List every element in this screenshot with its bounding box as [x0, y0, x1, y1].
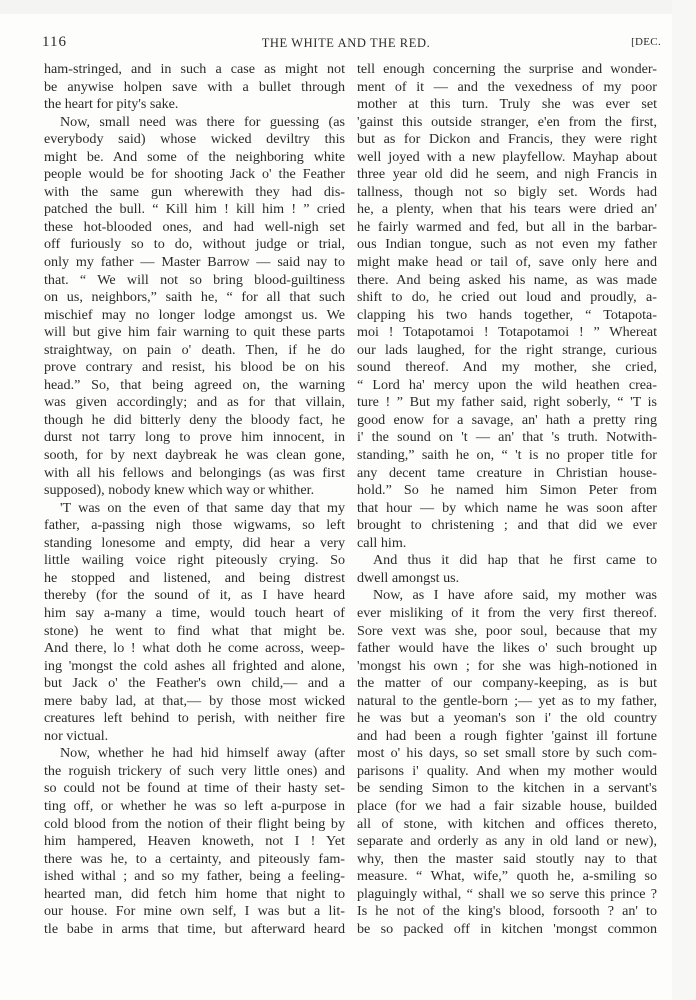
text-line: any decent tame creature in Christian house- — [357, 464, 657, 481]
text-line: little wailing voice right piteously crying. So — [44, 552, 345, 569]
text-line: he, a plenty, when that his tears were dried an' — [357, 201, 657, 218]
text-line: he was but a yeoman's son i' the old country — [357, 710, 657, 727]
issue-month: [DEC. — [631, 36, 661, 48]
text-line: be sending Simon to the kitchen in a servant's — [357, 780, 657, 797]
text-line: measure. “ What, wife,” quoth he, a-smiling so — [357, 868, 657, 885]
text-line: nor victual. — [44, 727, 109, 744]
text-line: Now, as I have afore said, my mother was — [373, 587, 657, 604]
text-line: And thus it did hap that he first came to — [373, 552, 657, 569]
text-line: shift to do, he cried out loud and proudly, a- — [357, 289, 657, 306]
text-line: hearted man, did fetch him home that night to — [44, 885, 345, 902]
text-line: ing 'mongst the cold ashes all frighted and alone, — [44, 657, 345, 674]
text-line: standing lonesome and empty, did hear a very — [44, 534, 345, 551]
text-line: why, then the master said stoutly nay to that — [357, 850, 657, 867]
text-line: be anywise holpen save with a bullet through — [44, 78, 345, 95]
text-line: he fairly warmed and fed, but all in the barbar- — [357, 218, 657, 235]
text-line: ment of it — and the vexedness of my poor — [357, 78, 657, 95]
text-line: mischief may no longer lodge amongst us. We — [44, 306, 345, 323]
text-line: separate and orderly as any in old land or new), — [357, 833, 657, 850]
running-head — [30, 34, 662, 54]
text-column-right — [357, 61, 657, 938]
text-line: sound thereof. And my mother, she cried, — [357, 359, 657, 376]
text-line: and had been a rough fighter 'gainst ill fortune — [357, 727, 657, 744]
text-line: be so packed off in kitchen 'mongst common — [357, 920, 657, 937]
text-line: most o' his days, so set small store by such com- — [357, 745, 657, 762]
text-line: moi ! Totapotamoi ! Totapotamoi ! ” Whereat — [357, 324, 657, 341]
text-line: him say a-many a time, would touch heart of — [44, 604, 345, 621]
text-line: patched the bull. “ Kill him ! kill him ! ” cried — [44, 201, 345, 218]
text-line: the heart for pity's sake. — [44, 96, 179, 113]
text-line: father, a-passing nigh those wigwams, so left — [44, 517, 345, 534]
text-line: him hampered, Heaven knoweth, not I ! Yet — [44, 833, 345, 850]
scan-right-edge — [672, 0, 696, 1000]
text-line: straightway, on pain o' death. Then, if he do — [44, 341, 345, 358]
text-line: the matter of our company-keeping, as is but — [357, 675, 657, 692]
text-line: call him. — [357, 534, 407, 551]
text-line: tallness, though not so bigly set. Words had — [357, 183, 657, 200]
text-line: all of stone, with kitchen and offices thereto, — [357, 815, 657, 832]
text-line: Sore vext was she, poor soul, because that my — [357, 622, 657, 639]
text-line: ished withal ; and so my father, being a feeling- — [44, 868, 345, 885]
text-line: our lads laughed, for the right strange, curious — [357, 341, 657, 358]
text-line: ting off, or whether he was so left a-purpose in — [44, 797, 345, 814]
text-line: ous Indian tongue, such as not even my father — [357, 236, 657, 253]
text-line: but Jack o' the Feather's own child,— and a — [44, 675, 345, 692]
text-line: tell enough concerning the surprise and wonder- — [357, 61, 657, 77]
text-line: that hour — by which name he was soon after — [357, 499, 657, 516]
text-line: plaguingly withal, “ shall we so serve this prince ? — [357, 885, 657, 902]
text-line: well joyed with a new playfellow. Mayhap about — [357, 148, 657, 165]
text-line: i' the sound on 't — an' that 's truth. Notwith- — [357, 429, 657, 446]
text-line: only my father — Master Barrow — said nay to — [44, 254, 345, 271]
text-line: And there, lo ! what doth he come across, weep- — [44, 640, 345, 657]
page-number: 116 — [42, 34, 67, 50]
text-line: though he did bitterly deny the bloody fact, he — [44, 411, 345, 428]
text-line: “ Lord ha' mercy upon the wild heathen crea- — [357, 376, 657, 393]
text-line: dwell amongst us. — [357, 569, 460, 586]
text-line: was given accordingly; and as for that villain, — [44, 394, 345, 411]
text-line: with all his fellows and belongings (as was first — [44, 464, 345, 481]
text-line: with the same gun wherewith they had dis- — [44, 183, 345, 200]
text-line: these hot-blooded ones, and had well-nigh set — [44, 218, 345, 235]
text-line: 'mongst his own ; for she was high-notioned in — [357, 657, 657, 674]
text-line: there was he, to a certainty, and piteously fam- — [44, 850, 345, 867]
text-line: creatures left behind to perish, with neither fire — [44, 710, 345, 727]
text-line: ever misliking of it from the very first thereof. — [357, 604, 657, 621]
text-line: cold blood from the notion of their flight being by — [44, 815, 345, 832]
text-line: ture ! ” But my father said, right soberly, “ 'T is — [357, 394, 657, 411]
text-line: parisons i' quality. And when my mother would — [357, 762, 657, 779]
text-line: might make head or tail of, save only here and — [357, 254, 657, 271]
text-line: mother at this turn. Truly she was ever set — [357, 96, 657, 113]
text-line: stone) he went to find what that might be. — [44, 622, 345, 639]
text-line: everybody said) whose wicked deviltry this — [44, 131, 345, 148]
text-line: tle babe in arms that time, but afterward heard — [44, 920, 345, 937]
text-line: thereby (for the sound of it, as I have heard — [44, 587, 345, 604]
text-line: 'T was on the even of that same day that my — [60, 499, 345, 516]
text-line: will but give him fair warning to quit these parts — [44, 324, 345, 341]
text-line: head.” So, that being agreed on, the warning — [44, 376, 345, 393]
text-line: supposed), nobody knew which way or whither. — [44, 482, 315, 499]
text-line: ham-stringed, and in such a case as might not — [44, 61, 345, 77]
text-line: so could not be found at time of their hasty set- — [44, 780, 345, 797]
text-line: standing,” saith he on, “ 't is no proper title for — [357, 447, 657, 464]
text-line: natural to the gentle-born ;— yet as to my father, — [357, 692, 657, 709]
text-line: our house. For mine own self, I was but a lit- — [44, 903, 345, 920]
scan-top-edge — [0, 0, 696, 14]
text-line: Now, small need was there for guessing (as — [60, 113, 345, 130]
text-line: durst not tarry long to prove him innocent, in — [44, 429, 345, 446]
text-line: three year old did he seem, and nigh Francis in — [357, 166, 657, 183]
text-line: hold.” So he named him Simon Peter from — [357, 482, 657, 499]
text-line: on us, neighbors,” saith he, “ for all that such — [44, 289, 345, 306]
text-line: off furiously so to do, without judge or trial, — [44, 236, 345, 253]
text-line: but as for Dickon and Francis, they were right — [357, 131, 657, 148]
text-line: that. “ We will not so bring blood-guiltiness — [44, 271, 345, 288]
text-line: sooth, for by next daybreak he was clean gone, — [44, 447, 345, 464]
text-line: he stopped and listened, and being distrest — [44, 569, 345, 586]
text-line: prove contrary and resist, his blood be on his — [44, 359, 345, 376]
text-line: good enow for a savage, an' hath a pretty ring — [357, 411, 657, 428]
text-line: Is he not of the king's blood, forsooth ? an' to — [357, 903, 657, 920]
text-line: might be. And some of the neighboring white — [44, 148, 345, 165]
text-line: mere baby lad, at that,— by those most wicked — [44, 692, 345, 709]
text-line: clapping his two hands together, “ Totapota- — [357, 306, 657, 323]
text-line: brought to christening ; and that did we ever — [357, 517, 657, 534]
text-line: 'gainst this outside stranger, e'en from the first, — [357, 113, 657, 130]
text-line: the roguish trickery of such very little ones) and — [44, 762, 345, 779]
running-title: THE WHITE AND THE RED. — [261, 36, 431, 50]
text-line: people would be for shooting Jack o' the Feather — [44, 166, 345, 183]
text-line: place (for we had a fair sizable house, builded — [357, 797, 657, 814]
text-line: there. And being asked his name, as was made — [357, 271, 657, 288]
text-line: Now, whether he had hid himself away (after — [60, 745, 345, 762]
text-column-left — [44, 61, 345, 938]
text-line: father would have the likes o' such brought up — [357, 640, 657, 657]
